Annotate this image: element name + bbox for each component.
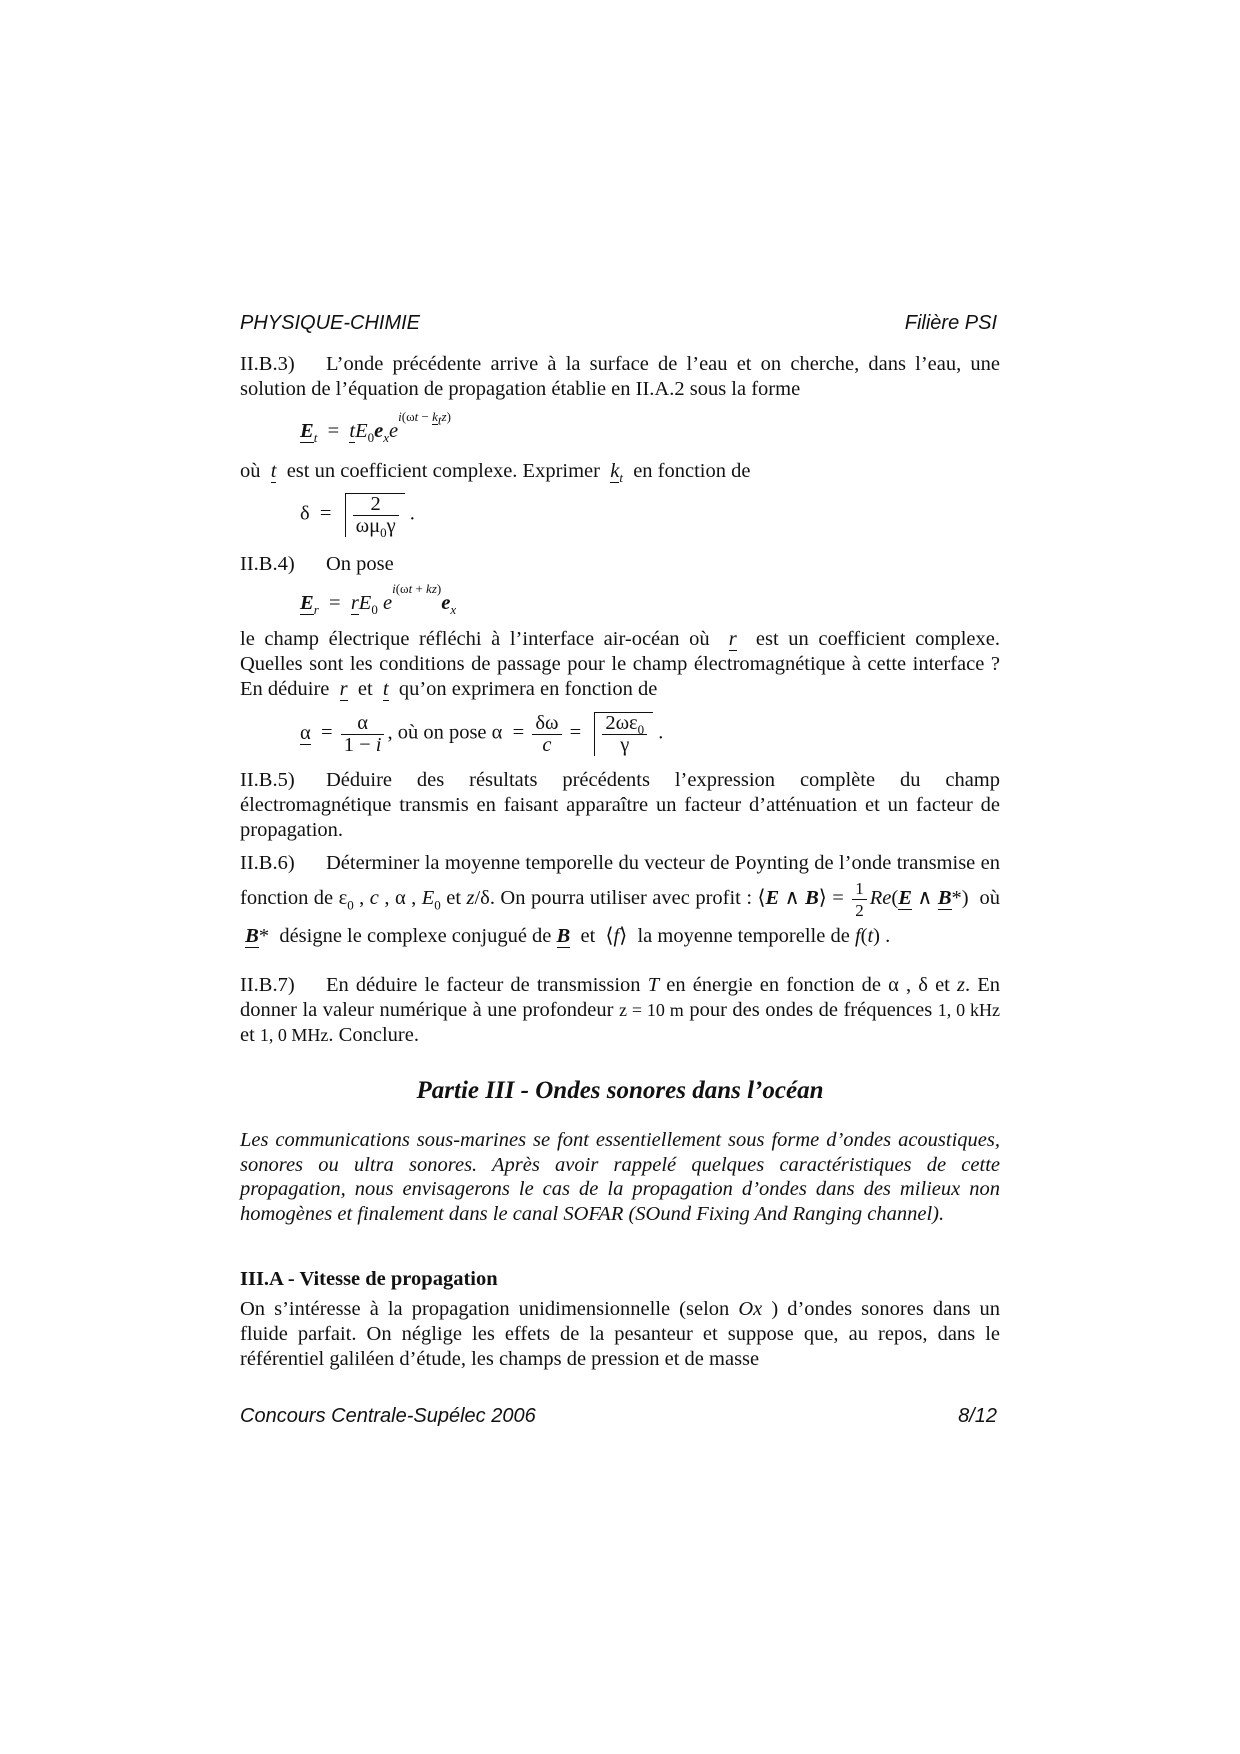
question-label: II.B.6) [240, 852, 295, 874]
question-2b3-continued: où t est un coefficient complexe. Exprimer $k_t$ en fonction de [240, 460, 751, 486]
question-label: II.B.3) [240, 353, 295, 375]
question-label: II.B.4) [240, 553, 295, 575]
subsection-body: On s’intéresse à la propagation unidimensionnelle (selon Ox ) d’ondes sonores dans un fluide parfait. On néglige les effets de la pesanteur et suppose que, au repos, dans le référentiel galiléen d’étude, les champs de pression et de masse [240, 1298, 1001, 1370]
question-2b7: II.B.7) En déduire le facteur de transmission T en énergie en fonction de α , δ et z. En donner la valeur numérique à une profondeur z = 10 m pour des ondes de fréquences 1, 0 kHz et 1, 0 MHz. Conclure. [240, 974, 1000, 1046]
equation-transmitted-field: $E_t = tE_0e_xe^{i(\omega t - k_tz)}$ [300, 409, 451, 446]
question-2b3 [240, 352, 1000, 402]
question-label: II.B.5) [240, 769, 295, 791]
equation-reflected-field: $E_r = rE_0$ $e^{i(\omega t + kz)}e_x$ [300, 581, 457, 618]
subsection-title: III.A - Vitesse de propagation [240, 1268, 498, 1290]
equation-skin-depth: δ = $\frac{2}{\omega\mu_0\gamma}$ . [300, 493, 415, 541]
header-track: Filière PSI [904, 312, 997, 334]
section-title: Partie III - Ondes sonores dans l’océan [416, 1077, 824, 1104]
question-2b5: II.B.5) Déduire des résultats précédents l’expression complète du champ électromagnétique transmis en faisant apparaître un facteur d’atténuation et un facteur de propagation. [240, 769, 1000, 841]
question-2b4: II.B.4) On pose [240, 553, 394, 575]
question-2b4-text: le champ électrique réfléchi à l’interface air-océan où r est un coefficient complexe. Quelles sont les conditions de passage pour le champ électromagnétique à cette interface ? En déduire r et t qu’on exprimera en fonction de [240, 628, 1001, 700]
equation-alpha: α = $\frac{\alpha}{1 - i}$ , où on pose α = $\frac{\delta\omega}{c}$ = $\frac{2\omega\varepsilon_0}{\gamma}$ . [300, 711, 664, 756]
section-intro: Les communications sous-marines se font essentiellement sous forme d’ondes acoustiques, sonores ou ultra sonores. Après avoir rappelé quelques caractéristiques de cette propagation, nous envisagerons le cas de la propagation d’ondes dans des milieux non homogènes et finalement dans le canal SOFAR (SOund Fixing And Ranging channel). [240, 1129, 1000, 1225]
question-2b6: II.B.6) Déterminer la moyenne temporelle du vecteur de Poynting de l’onde transmise en fonction de $\varepsilon_0$ , c , α , $E_0$ et z/δ. On pourra utiliser avec profit : ⟨E ∧ B⟩ = $\frac{1}{2}$ Re(E ∧ B*) où B* désigne le complexe conjugué de B et ⟨f⟩ la moyenne temporelle de f(t) . [240, 848, 1000, 951]
footer-page-number: 8/12 [958, 1405, 997, 1427]
header-subject: PHYSIQUE-CHIMIE [240, 312, 421, 334]
question-text: L’onde précédente arrive à la surface de l’eau et on cherche, dans l’eau, une solution de l’équation de propagation établie en II.A.2 sous la forme [240, 353, 1000, 400]
question-label: II.B.7) [240, 974, 295, 996]
footer-contest: Concours Centrale-Supélec 2006 [240, 1405, 536, 1427]
